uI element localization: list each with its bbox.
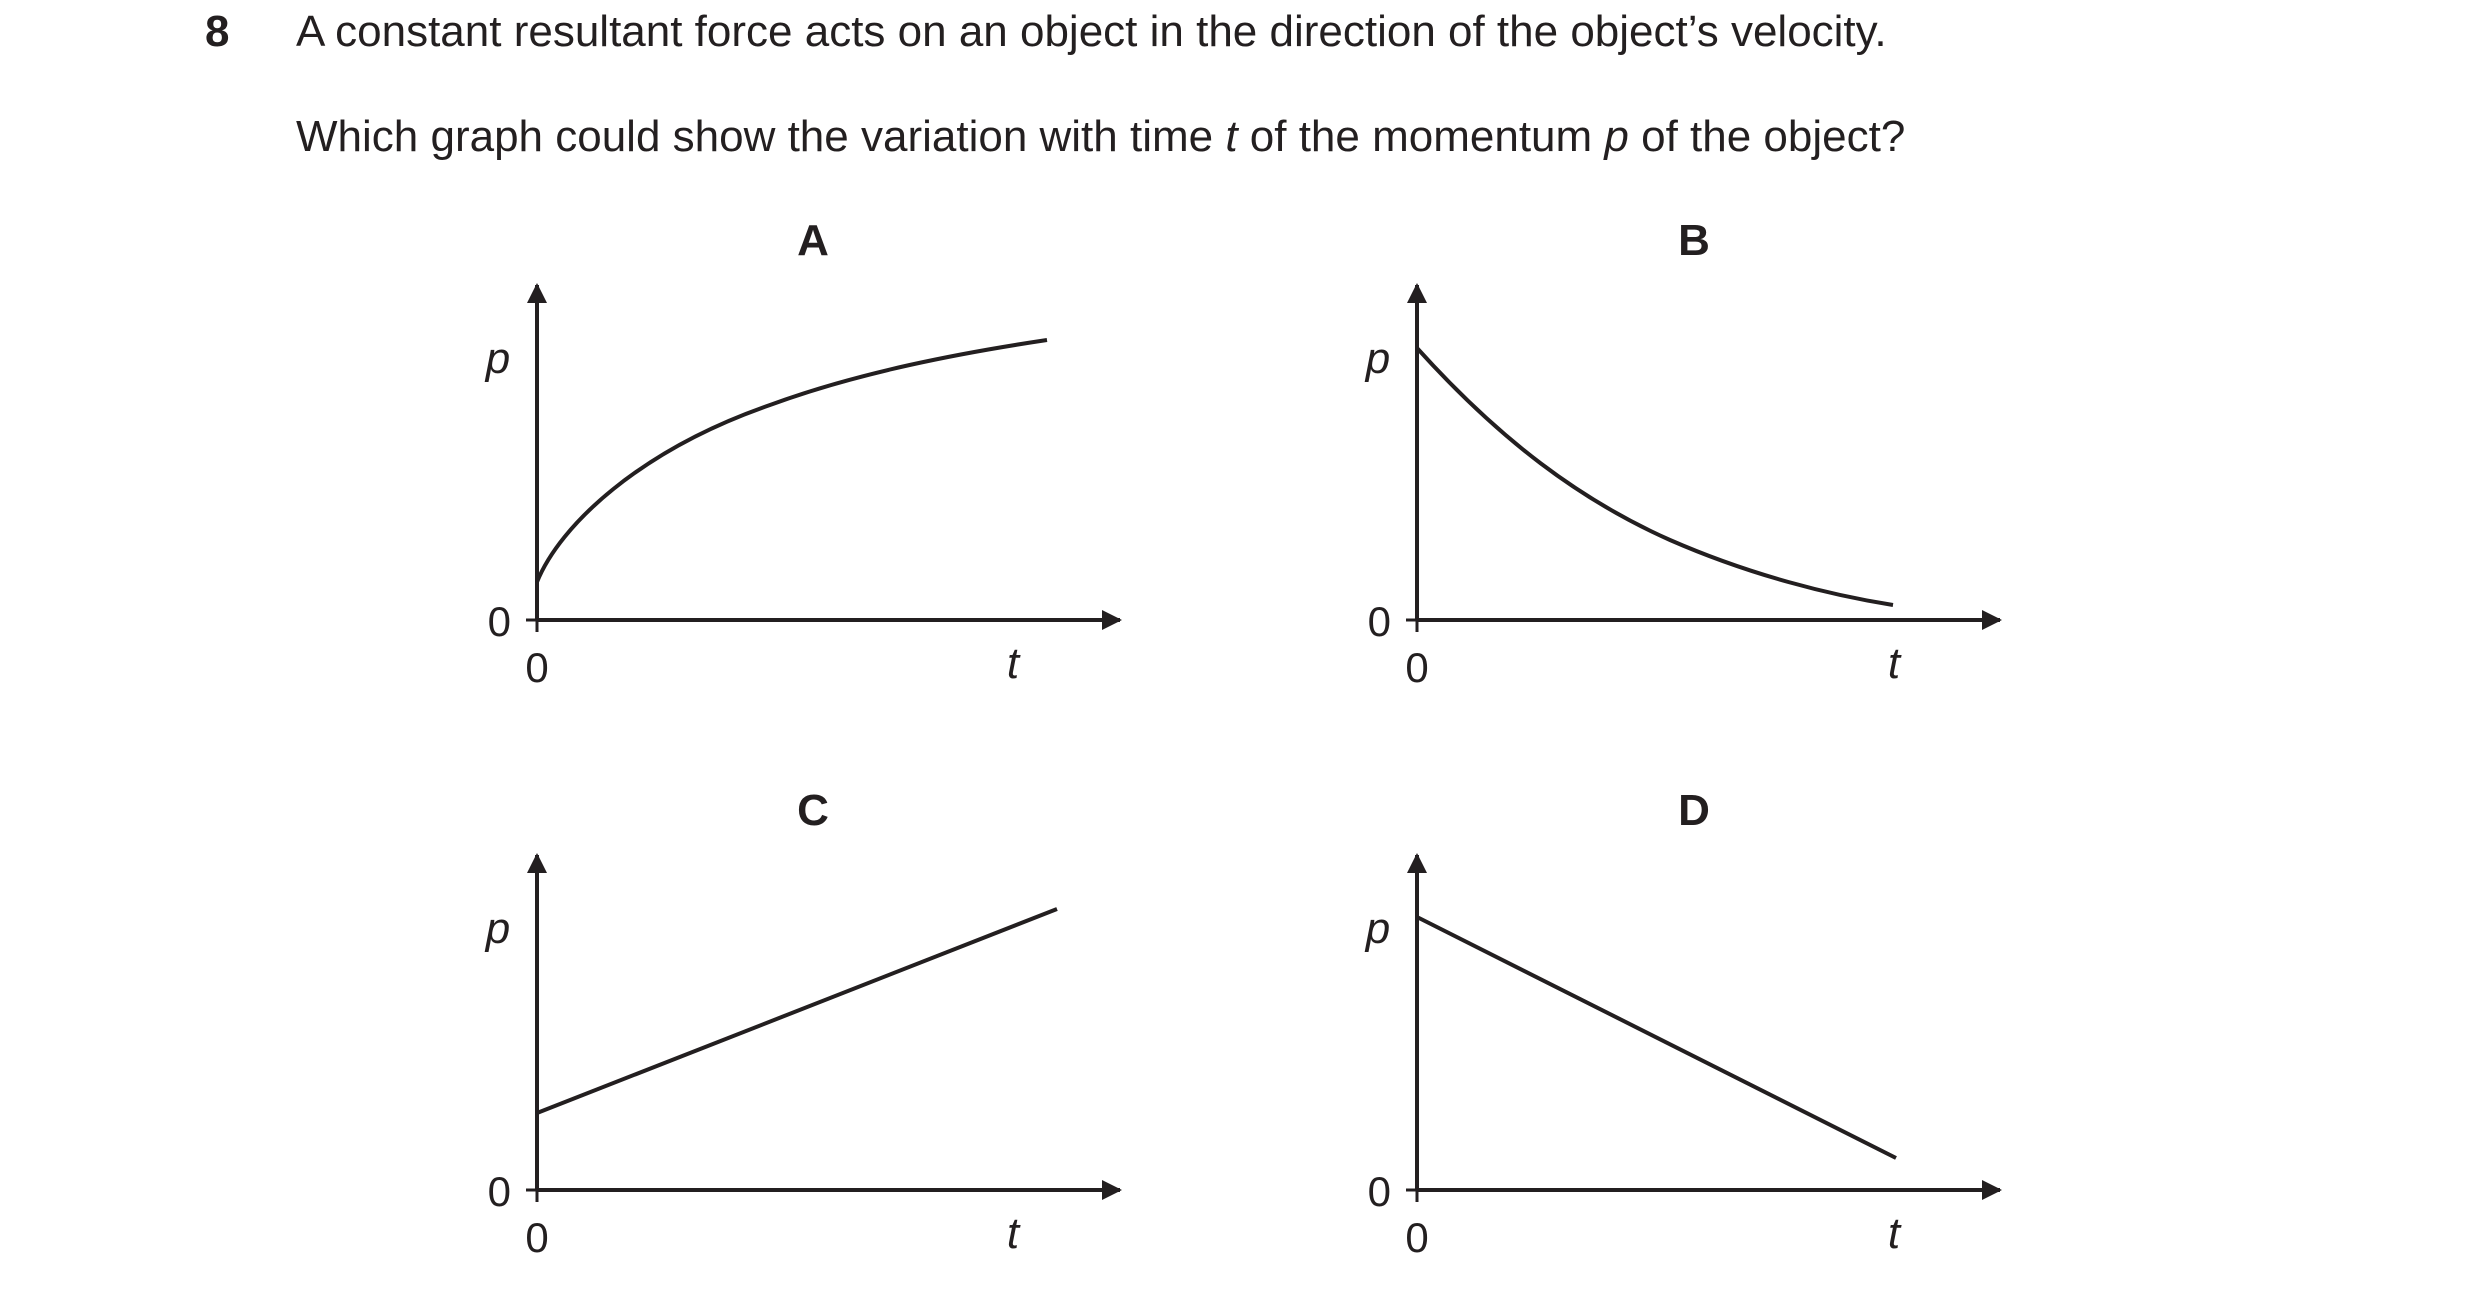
graph-a-origin-y: 0 bbox=[487, 598, 511, 645]
graph-b-y-label: p bbox=[1365, 334, 1391, 383]
question-stem: A constant resultant force acts on an object in the direction of the object’s velocity. bbox=[296, 7, 1887, 56]
graph-c bbox=[484, 786, 1120, 1261]
graph-d-y-label: p bbox=[1365, 904, 1391, 953]
graph-b-label: B bbox=[1678, 216, 1710, 265]
graph-a-label: A bbox=[797, 216, 829, 265]
graph-d-origin-x: 0 bbox=[1405, 1214, 1429, 1261]
graph-c-label: C bbox=[797, 786, 829, 835]
prompt-part-3: of the object? bbox=[1628, 112, 1906, 161]
graph-a bbox=[484, 216, 1120, 691]
graph-c-x-label: t bbox=[1006, 1209, 1020, 1258]
prompt-part-1: Which graph could show the variation with time bbox=[296, 112, 1226, 161]
graph-b bbox=[1364, 216, 2000, 691]
graph-b-origin-y: 0 bbox=[1367, 598, 1391, 645]
graph-a-x-label: t bbox=[1006, 639, 1020, 688]
graph-d bbox=[1364, 786, 2000, 1261]
graph-b-origin-x: 0 bbox=[1405, 644, 1429, 691]
prompt-var-t: t bbox=[1225, 112, 1238, 161]
graph-c-line bbox=[537, 909, 1057, 1113]
graph-b-curve bbox=[1417, 348, 1893, 605]
graph-c-origin-y: 0 bbox=[487, 1168, 511, 1215]
prompt-part-2: of the momentum bbox=[1237, 112, 1605, 161]
graph-d-x-label: t bbox=[1887, 1209, 1901, 1258]
graph-d-label: D bbox=[1678, 786, 1710, 835]
graph-c-y-label: p bbox=[485, 904, 511, 953]
graph-a-y-label: p bbox=[485, 334, 511, 383]
question-number: 8 bbox=[205, 7, 230, 56]
graph-d-origin-y: 0 bbox=[1367, 1168, 1391, 1215]
prompt-var-p: p bbox=[1604, 112, 1629, 161]
graph-b-x-label: t bbox=[1887, 639, 1901, 688]
graph-c-origin-x: 0 bbox=[525, 1214, 549, 1261]
graph-a-origin-x: 0 bbox=[525, 644, 549, 691]
graph-d-line bbox=[1417, 917, 1896, 1158]
graph-a-curve bbox=[537, 340, 1047, 582]
